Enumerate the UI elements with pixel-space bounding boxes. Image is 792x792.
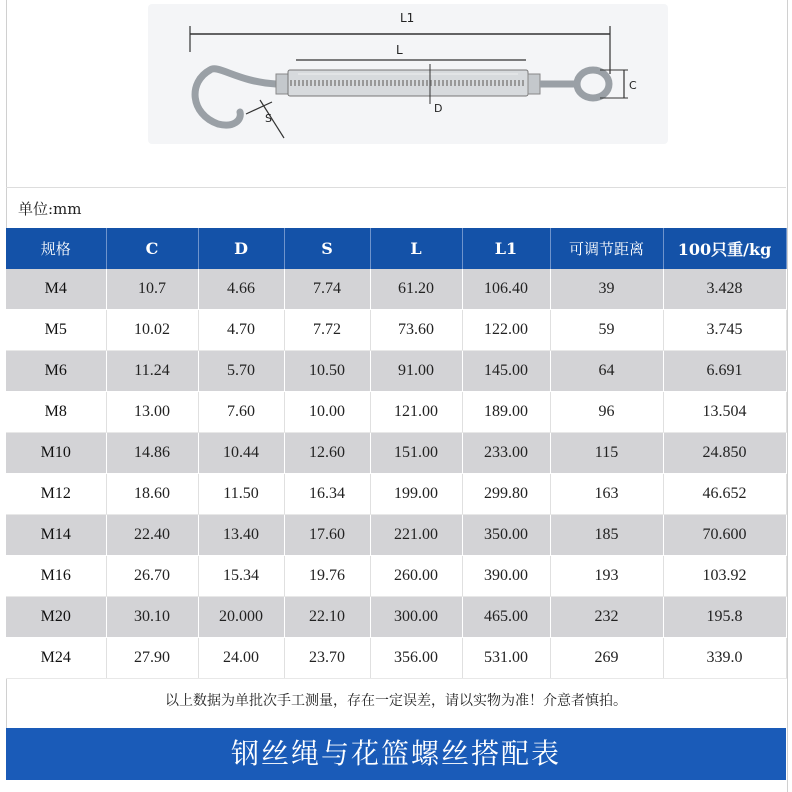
- table-row: [6, 310, 786, 351]
- cell-s: 22.10: [284, 597, 370, 638]
- cell-adjustable-distance: 185: [550, 515, 663, 556]
- cell-l1: 145.00: [462, 351, 550, 392]
- cell-l: 356.00: [370, 638, 462, 679]
- cell-l1: 106.40: [462, 269, 550, 310]
- table-row: [6, 269, 786, 310]
- cell-adjustable-distance: 59: [550, 310, 663, 351]
- d-label: D: [434, 102, 443, 115]
- cell-adjustable-distance: 193: [550, 556, 663, 597]
- cell-weight: 3.745: [663, 310, 786, 351]
- cell-l: 151.00: [370, 433, 462, 474]
- cell-l: 260.00: [370, 556, 462, 597]
- spec-table: [6, 228, 787, 679]
- cell-d: 4.66: [198, 269, 284, 310]
- cell-d: 11.50: [198, 474, 284, 515]
- cell-weight: 46.652: [663, 474, 786, 515]
- bottom-margin: [6, 780, 786, 792]
- table-row: [6, 392, 786, 433]
- cell-weight: 103.92: [663, 556, 786, 597]
- right-nut: [528, 74, 540, 94]
- l1-label: L1: [400, 11, 415, 25]
- cell-l1: 350.00: [462, 515, 550, 556]
- cell-l1: 531.00: [462, 638, 550, 679]
- cell-d: 7.60: [198, 392, 284, 433]
- left-nut: [276, 74, 288, 94]
- cell-d: 10.44: [198, 433, 284, 474]
- cell-c: 10.02: [106, 310, 198, 351]
- table-row: [6, 351, 786, 392]
- cell-weight: 3.428: [663, 269, 786, 310]
- cell-weight: 6.691: [663, 351, 786, 392]
- table-row: [6, 638, 786, 679]
- table-row: [6, 515, 786, 556]
- cell-c: 26.70: [106, 556, 198, 597]
- unit-label: 单位:mm: [18, 200, 82, 218]
- divider: [6, 187, 786, 188]
- cell-adjustable-distance: 39: [550, 269, 663, 310]
- cell-l1: 189.00: [462, 392, 550, 433]
- cell-spec: M16: [6, 556, 106, 597]
- table-body: [6, 269, 786, 679]
- cell-c: 27.90: [106, 638, 198, 679]
- disclaimer-note: 以上数据为单批次手工测量，存在一定误差，请以实物为准！介意者慎拍。: [165, 693, 627, 709]
- header-c: C: [106, 228, 198, 269]
- cell-s: 10.00: [284, 392, 370, 433]
- header-spec: 规格: [6, 228, 106, 269]
- cell-s: 23.70: [284, 638, 370, 679]
- cell-c: 14.86: [106, 433, 198, 474]
- table-row: [6, 597, 786, 638]
- header-weight: 100只重/kg: [663, 228, 786, 269]
- c-label: C: [629, 79, 637, 92]
- cell-s: 7.72: [284, 310, 370, 351]
- cell-c: 18.60: [106, 474, 198, 515]
- cell-l1: 122.00: [462, 310, 550, 351]
- header-s: S: [284, 228, 370, 269]
- cell-spec: M4: [6, 269, 106, 310]
- cell-adjustable-distance: 163: [550, 474, 663, 515]
- cell-l1: 299.80: [462, 474, 550, 515]
- cell-l: 121.00: [370, 392, 462, 433]
- cell-s: 19.76: [284, 556, 370, 597]
- cell-spec: M24: [6, 638, 106, 679]
- l-label: L: [396, 43, 403, 57]
- cell-c: 22.40: [106, 515, 198, 556]
- cell-spec: M5: [6, 310, 106, 351]
- title-banner: [6, 728, 786, 780]
- banner-title: 钢丝绳与花篮螺丝搭配表: [230, 737, 561, 770]
- cell-spec: M10: [6, 433, 106, 474]
- table-row: [6, 474, 786, 515]
- cell-spec: M6: [6, 351, 106, 392]
- cell-spec: M14: [6, 515, 106, 556]
- cell-l1: 465.00: [462, 597, 550, 638]
- cell-weight: 24.850: [663, 433, 786, 474]
- cell-d: 5.70: [198, 351, 284, 392]
- eye-shape: [577, 70, 609, 98]
- turnbuckle-drawing: [148, 4, 668, 144]
- cell-d: 15.34: [198, 556, 284, 597]
- cell-d: 4.70: [198, 310, 284, 351]
- turnbuckle-diagram: [148, 4, 668, 144]
- cell-c: 30.10: [106, 597, 198, 638]
- header-l: L: [370, 228, 462, 269]
- cell-s: 10.50: [284, 351, 370, 392]
- table-row: [6, 433, 786, 474]
- cell-l: 300.00: [370, 597, 462, 638]
- cell-spec: M8: [6, 392, 106, 433]
- cell-d: 20.000: [198, 597, 284, 638]
- cell-weight: 339.0: [663, 638, 786, 679]
- hook-shape: [195, 69, 276, 125]
- cell-d: 13.40: [198, 515, 284, 556]
- s-label: S: [265, 112, 272, 125]
- cell-s: 17.60: [284, 515, 370, 556]
- cell-adjustable-distance: 64: [550, 351, 663, 392]
- cell-l: 61.20: [370, 269, 462, 310]
- cell-weight: 13.504: [663, 392, 786, 433]
- cell-adjustable-distance: 269: [550, 638, 663, 679]
- header-adjustable-distance: 可调节距离: [550, 228, 663, 269]
- cell-l: 91.00: [370, 351, 462, 392]
- cell-l: 221.00: [370, 515, 462, 556]
- cell-d: 24.00: [198, 638, 284, 679]
- table-row: [6, 556, 786, 597]
- cell-c: 13.00: [106, 392, 198, 433]
- cell-l1: 390.00: [462, 556, 550, 597]
- cell-spec: M20: [6, 597, 106, 638]
- cell-adjustable-distance: 115: [550, 433, 663, 474]
- cell-spec: M12: [6, 474, 106, 515]
- cell-l1: 233.00: [462, 433, 550, 474]
- cell-weight: 195.8: [663, 597, 786, 638]
- cell-l: 73.60: [370, 310, 462, 351]
- cell-s: 16.34: [284, 474, 370, 515]
- cell-c: 11.24: [106, 351, 198, 392]
- cell-s: 7.74: [284, 269, 370, 310]
- cell-weight: 70.600: [663, 515, 786, 556]
- header-l1: L1: [462, 228, 550, 269]
- table-header-row: [6, 228, 786, 269]
- cell-l: 199.00: [370, 474, 462, 515]
- header-d: D: [198, 228, 284, 269]
- cell-adjustable-distance: 232: [550, 597, 663, 638]
- cell-adjustable-distance: 96: [550, 392, 663, 433]
- cell-s: 12.60: [284, 433, 370, 474]
- cell-c: 10.7: [106, 269, 198, 310]
